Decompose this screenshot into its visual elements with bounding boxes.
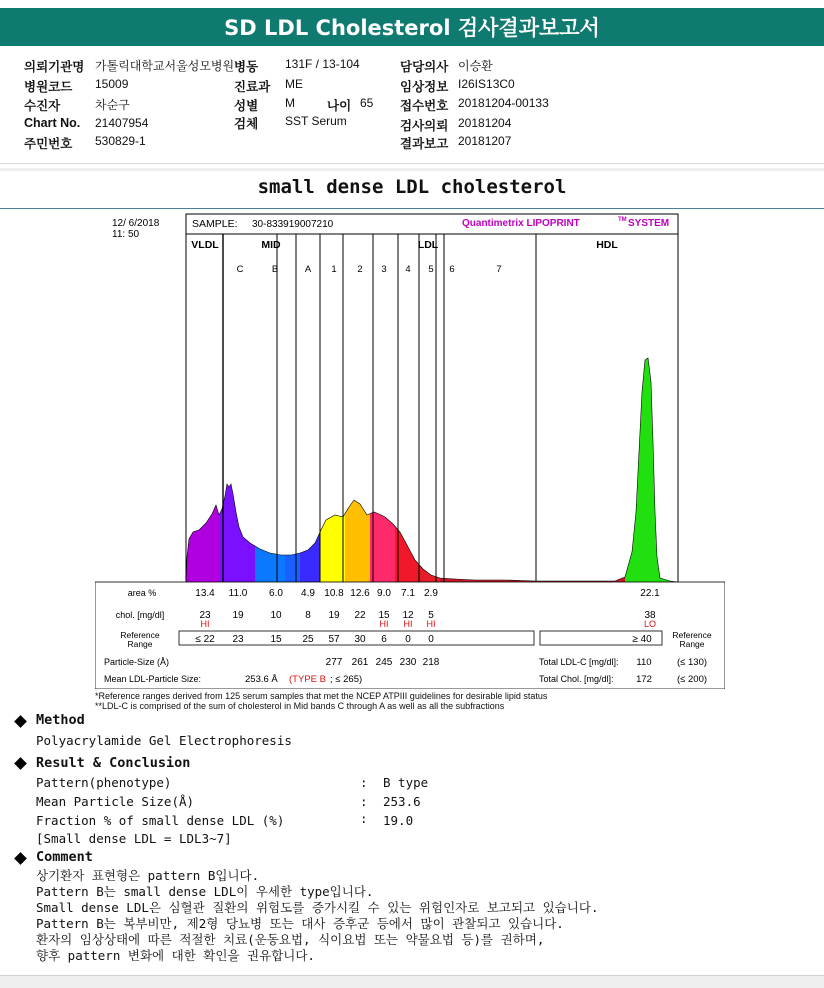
particle-value: 245 — [375, 657, 393, 668]
info-value: 15009 — [95, 77, 129, 91]
mean-ldl-value: 253.6 Å — [245, 674, 278, 685]
result-colon: : — [360, 775, 368, 790]
region-label: MID — [261, 239, 281, 251]
info-value: 21407954 — [95, 116, 149, 130]
info-value: SST Serum — [285, 114, 347, 128]
band-label: B — [271, 264, 279, 275]
info-value: 65 — [360, 96, 374, 110]
band-label: A — [304, 264, 312, 275]
particle-value: 261 — [351, 657, 369, 668]
section-subtitle: small dense LDL cholesterol — [257, 176, 567, 198]
info-label: 결과보고 — [400, 137, 449, 151]
divider — [0, 163, 824, 164]
info-value: 이승환 — [458, 59, 493, 73]
ref-right-label: Range — [679, 639, 705, 649]
info-label: 병동 — [234, 60, 259, 74]
chol-value: 19 — [232, 610, 244, 621]
total-ldl-ref: (≤ 130) — [676, 657, 708, 668]
comment-line: 향후 pattern 변화에 대한 확인을 권유합니다. — [36, 948, 315, 963]
band-label: 3 — [381, 264, 387, 275]
region-label: LDL — [417, 239, 439, 251]
row-label-particle: Particle-Size (Å) — [104, 657, 170, 667]
chol-value: 8 — [305, 610, 311, 621]
bullet-diamond-icon — [14, 852, 27, 865]
sample-id: 30-833919007210 — [252, 219, 334, 230]
lipoprint-report — [95, 212, 725, 689]
info-label: 주민번호 — [24, 137, 73, 151]
result-note: [Small dense LDL = LDL3~7] — [36, 831, 232, 846]
type-suffix: ; ≤ 265) — [330, 674, 363, 685]
comment-line: 환자의 임상상태에 따른 적절한 치료(운동요법, 식이요법 또는 약물요법 등)를 권하며, — [36, 932, 545, 947]
divider — [0, 208, 824, 209]
divider — [0, 168, 824, 171]
ref-value: 0 — [405, 634, 411, 645]
info-label: 담당의사 — [400, 60, 449, 74]
result-label: Pattern(phenotype) — [36, 775, 172, 790]
band-label: 4 — [405, 264, 411, 275]
ref-value: 57 — [328, 634, 340, 645]
result-title: Result & Conclusion — [36, 755, 191, 771]
info-value: 20181207 — [458, 134, 512, 148]
region-label: HDL — [596, 239, 618, 251]
band-label: 2 — [357, 264, 363, 275]
ref-right-label: Reference — [672, 630, 712, 640]
result-label: Fraction % of small dense LDL (%) — [36, 813, 285, 828]
info-label: 임상정보 — [400, 80, 449, 94]
particle-value: 218 — [422, 657, 440, 668]
comment-line: 상기환자 표현형은 pattern B입니다. — [36, 868, 260, 883]
area-value: 6.0 — [269, 588, 283, 599]
lipoprint-chart — [95, 212, 725, 689]
info-value: I26IS13C0 — [458, 77, 515, 91]
report-title: SD LDL Cholesterol 검사결과보고서 — [0, 8, 824, 46]
total-ldl-value: 110 — [636, 657, 652, 668]
chol-flag: HI — [379, 619, 389, 629]
chol-value: 12 — [402, 610, 414, 621]
row-label-ref: Reference — [120, 630, 160, 640]
result-colon: : — [360, 794, 368, 809]
chol-value: 22 — [354, 610, 366, 621]
ref-value: ≤ 22 — [195, 634, 215, 645]
info-label: 수진자 — [24, 99, 61, 113]
brand-suffix: SYSTEM — [628, 218, 670, 229]
info-label: 진료과 — [234, 80, 271, 94]
total-chol-value: 172 — [636, 674, 652, 685]
hdl-chol-flag: LO — [643, 619, 657, 629]
ref-value: 23 — [232, 634, 244, 645]
area-value: 12.6 — [350, 588, 370, 599]
area-value: 2.9 — [424, 588, 438, 599]
info-value: ME — [285, 77, 303, 91]
band-label: 7 — [496, 264, 502, 275]
chol-value: 19 — [328, 610, 340, 621]
info-value: 차순구 — [95, 98, 130, 112]
brand-tm: TM — [618, 217, 627, 223]
chol-flag: HI — [200, 619, 210, 629]
band-label: 1 — [331, 264, 337, 275]
chol-value: 5 — [428, 610, 434, 621]
mean-ldl-label: Mean LDL-Particle Size: — [104, 674, 202, 684]
result-label: Mean Particle Size(Å) — [36, 794, 195, 809]
comment-line: Small dense LDL은 심혈관 질환의 위험도를 증가시킬 수 있는 위험인자로 보고되고 있습니다. — [36, 900, 599, 915]
band-label: C — [236, 264, 244, 275]
chol-value: 23 — [199, 610, 211, 621]
chol-value: 10 — [270, 610, 282, 621]
info-label: 성별 — [234, 99, 259, 113]
report-date: 12/ 6/2018 — [112, 218, 160, 229]
info-label: 검사의뢰 — [400, 119, 449, 133]
sample-label: SAMPLE: — [192, 218, 238, 230]
comment-line: Pattern B는 small dense LDL이 우세한 type입니다. — [36, 884, 374, 899]
method-text: Polyacrylamide Gel Electrophoresis — [36, 733, 292, 748]
hdl-area-value: 22.1 — [640, 588, 660, 599]
hdl-ref-value: ≥ 40 — [632, 634, 652, 645]
result-value: 19.0 — [383, 813, 414, 828]
info-value: 131F / 13-104 — [285, 57, 360, 71]
band-label: 6 — [449, 264, 455, 275]
info-value: 530829-1 — [95, 134, 146, 148]
info-label: 병원코드 — [24, 80, 73, 94]
chol-value: 15 — [378, 610, 390, 621]
row-label-chol: chol. [mg/dl] — [115, 610, 165, 620]
bullet-diamond-icon — [14, 757, 27, 770]
comment-line: Pattern B는 복부비만, 제2형 당뇨병 또는 대사 증후군 등에서 많이 관찰되고 있습니다. — [36, 916, 564, 931]
area-value: 13.4 — [195, 588, 215, 599]
region-label: VLDL — [191, 239, 219, 251]
chol-flag: HI — [403, 619, 413, 629]
ref-value: 30 — [354, 634, 366, 645]
area-value: 10.8 — [324, 588, 344, 599]
hdl-chol-value: 38 — [644, 610, 656, 621]
area-value: 11.0 — [228, 588, 248, 599]
footnote: **LDL-C is comprised of the sum of cholesterol in Mid bands C through A as well as all the subfractions — [95, 701, 505, 711]
area-value: 7.1 — [401, 588, 415, 599]
info-value: 20181204 — [458, 116, 512, 130]
info-value: 20181204-00133 — [458, 96, 549, 110]
total-chol-label: Total Chol. [mg/dl]: — [539, 674, 614, 684]
info-label: 나이 — [327, 99, 352, 113]
row-label-ref: Range — [127, 639, 153, 649]
info-label: 검체 — [234, 117, 259, 131]
brand-name: Quantimetrix LIPOPRINT — [462, 218, 580, 229]
chol-flag: HI — [426, 619, 436, 629]
ref-value: 0 — [428, 634, 434, 645]
total-ldl-label: Total LDL-C [mg/dl]: — [539, 657, 619, 667]
type-label: (TYPE B — [289, 674, 326, 685]
info-label: Chart No. — [24, 116, 81, 130]
info-label: 접수번호 — [400, 99, 449, 113]
result-value: B type — [383, 775, 429, 790]
bullet-diamond-icon — [14, 715, 27, 728]
particle-value: 230 — [399, 657, 417, 668]
method-title: Method — [36, 712, 85, 728]
particle-value: 277 — [325, 657, 343, 668]
ref-value: 6 — [381, 634, 387, 645]
row-label-area: area % — [127, 588, 157, 598]
report-time: 11: 50 — [112, 229, 140, 240]
total-chol-ref: (≤ 200) — [676, 674, 708, 685]
ref-value: 15 — [270, 634, 282, 645]
info-label: 의뢰기관명 — [24, 60, 85, 74]
ref-value: 25 — [302, 634, 314, 645]
area-value: 4.9 — [301, 588, 315, 599]
page-bottom-bar — [0, 975, 824, 988]
info-value: M — [285, 96, 295, 110]
info-value: 가톨릭대학교서울성모병원 — [95, 59, 235, 73]
result-value: 253.6 — [383, 794, 421, 809]
footnote: *Reference ranges derived from 125 serum samples that met the NCEP ATPIII guidelines for desirable lipid status — [95, 691, 548, 701]
area-value: 9.0 — [377, 588, 391, 599]
result-colon: : — [360, 811, 368, 826]
comment-title: Comment — [36, 849, 93, 865]
band-label: 5 — [428, 264, 434, 275]
